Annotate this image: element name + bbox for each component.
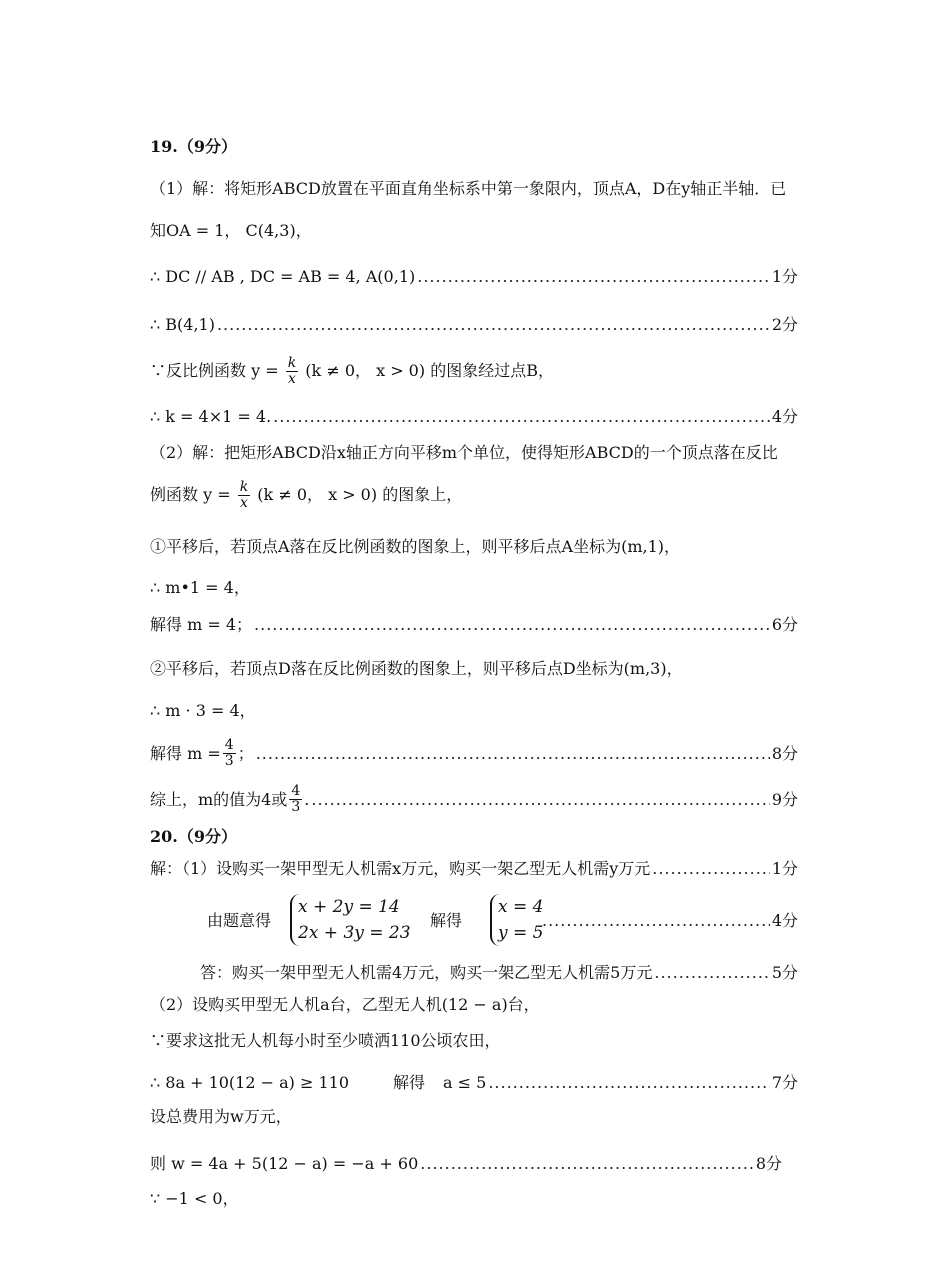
q20-system-eq1: x + 2y = 14 — [298, 897, 400, 917]
q19-case1-solution: 解得 m = 4； — [150, 615, 253, 634]
q19-case2-text: ②平移后，若顶点D落在反比例函数的图象上，则平移后点D坐标为(m,3)， — [150, 659, 683, 678]
q20-cost-score: 8分 — [755, 1154, 782, 1173]
q19-conclusion-score: 9分 — [771, 789, 798, 809]
q20-inequality-solution: a ≤ 5 — [443, 1073, 487, 1092]
q19-step1-text: ∴ DC // AB , DC = AB = 4, A(0,1) — [150, 267, 416, 286]
q19-step2-text: ∴ B(4,1) — [150, 315, 215, 334]
q20-last-line: ∵ −1 < 0， — [150, 1189, 239, 1208]
dot-leader — [254, 614, 770, 636]
q19-case1-text: ①平移后，若顶点A落在反比例函数的图象上，则平移后点A坐标为(m,1)， — [150, 537, 681, 556]
q19-step4-score: 4分 — [771, 407, 798, 426]
q19-header: 19.（9分） — [150, 137, 237, 156]
q19-case2-score: 8分 — [771, 743, 798, 763]
q20-inequality-solve-label: 解得 — [393, 1073, 426, 1092]
q19-case2-equation: ∴ m · 3 = 4， — [150, 701, 256, 720]
q20-header: 20.（9分） — [150, 827, 237, 846]
q19-step3-prefix: ∵反比例函数 y = — [150, 361, 279, 380]
dot-leader — [420, 1153, 754, 1175]
q20-part2-line2: ∵要求这批无人机每小时至少喷洒110公顷农田， — [150, 1031, 501, 1050]
q19-part2-line2 — [150, 480, 798, 511]
q20-system-label: 由题意得 — [207, 911, 272, 930]
q20-equation-system — [290, 894, 411, 946]
q20-inequality: ∴ 8a + 10(12 − a) ≥ 110 — [150, 1073, 349, 1092]
q20-answer-score: 5分 — [771, 963, 798, 982]
q19-case2-solution-suffix: ； — [237, 743, 254, 763]
dot-leader — [256, 743, 770, 765]
q19-part1-intro-line1: （1）解：将矩形ABCD放置在平面直角坐标系中第一象限内，顶点A，D在y轴正半轴．已 — [150, 179, 787, 198]
q20-answer-text: 答：购买一架甲型无人机需4万元，购买一架乙型无人机需5万元 — [200, 963, 653, 982]
q20-solve-label: 解得 — [430, 911, 463, 930]
q19-case2-solution-prefix: 解得 m = — [150, 743, 221, 763]
q20-answer-row — [200, 962, 798, 984]
dot-leader — [488, 1072, 770, 1094]
q19-case2-solution-row — [150, 738, 798, 769]
q19-conclusion-suffix: . — [304, 789, 310, 809]
dot-leader — [273, 406, 770, 428]
q19-step2-row — [150, 314, 798, 336]
q20-cost-equation: 则 w = 4a + 5(12 − a) = −a + 60 — [150, 1154, 419, 1173]
fraction-4-over-3 — [289, 784, 302, 815]
fraction-4-over-3 — [223, 738, 236, 769]
q19-step3-suffix: (k ≠ 0， x > 0) 的图象经过点B， — [305, 361, 554, 380]
q20-system-score-row — [540, 910, 798, 932]
fraction-k-over-x — [238, 480, 250, 511]
q19-step2-score: 2分 — [771, 315, 798, 334]
q20-inequality-score: 7分 — [771, 1073, 798, 1092]
fraction-denominator: x — [240, 495, 248, 511]
q20-cost-definition: 设总费用为w万元， — [150, 1107, 292, 1126]
q19-part2-prefix: 例函数 y = — [150, 485, 231, 504]
fraction-denominator: 3 — [291, 799, 301, 815]
fraction-numerator: 4 — [291, 783, 301, 799]
q19-step1-score: 1分 — [771, 267, 798, 286]
dot-leader — [652, 858, 770, 880]
q19-case1-equation: ∴ m•1 = 4， — [150, 578, 250, 597]
q19-part2-suffix: (k ≠ 0， x > 0) 的图象上， — [257, 485, 463, 504]
q20-part1-row — [150, 858, 798, 880]
q19-conclusion-prefix: 综上，m的值为4或 — [150, 789, 288, 809]
dot-leader — [654, 962, 769, 984]
q19-part2-line1: （2）解：把矩形ABCD沿x轴正方向平移m个单位，使得矩形ABCD的一个顶点落在反比 — [150, 443, 778, 462]
q20-system-score: 4分 — [771, 911, 798, 930]
q19-conclusion-row — [150, 784, 798, 815]
q20-inequality-row — [150, 1072, 798, 1094]
q20-solution-eq2: y = 5 — [498, 923, 544, 943]
fraction-numerator: k — [287, 355, 297, 371]
dot-leader — [417, 266, 770, 288]
q20-solution-system — [490, 894, 543, 946]
q19-part1-intro-line2: 知OA = 1， C(4,3)， — [150, 221, 312, 240]
q19-case1-solution-row — [150, 614, 798, 636]
fraction-k-over-x — [286, 356, 298, 387]
fraction-numerator: k — [239, 479, 249, 495]
q19-step4-row — [150, 406, 798, 428]
q20-system-eq2: 2x + 3y = 23 — [298, 923, 411, 943]
dot-leader — [311, 789, 769, 811]
q20-part1-text: 解：（1）设购买一架甲型无人机需x万元，购买一架乙型无人机需y万元 — [150, 859, 651, 878]
q19-step4-text: ∴ k = 4×1 = 4. — [150, 407, 272, 426]
q19-case1-score: 6分 — [771, 615, 798, 634]
fraction-denominator: 3 — [224, 753, 234, 769]
q20-part1-score: 1分 — [771, 859, 798, 878]
fraction-denominator: x — [288, 371, 296, 387]
q20-solution-eq1: x = 4 — [498, 897, 544, 917]
q20-part2-line1: （2）设购买甲型无人机a台，乙型无人机(12 − a)台， — [150, 995, 540, 1014]
dot-leader — [217, 314, 770, 336]
q19-step3-row — [150, 356, 798, 387]
q19-step1-row — [150, 266, 798, 288]
fraction-numerator: 4 — [224, 737, 234, 753]
q20-cost-equation-row — [150, 1153, 782, 1175]
dot-leader — [542, 910, 770, 932]
